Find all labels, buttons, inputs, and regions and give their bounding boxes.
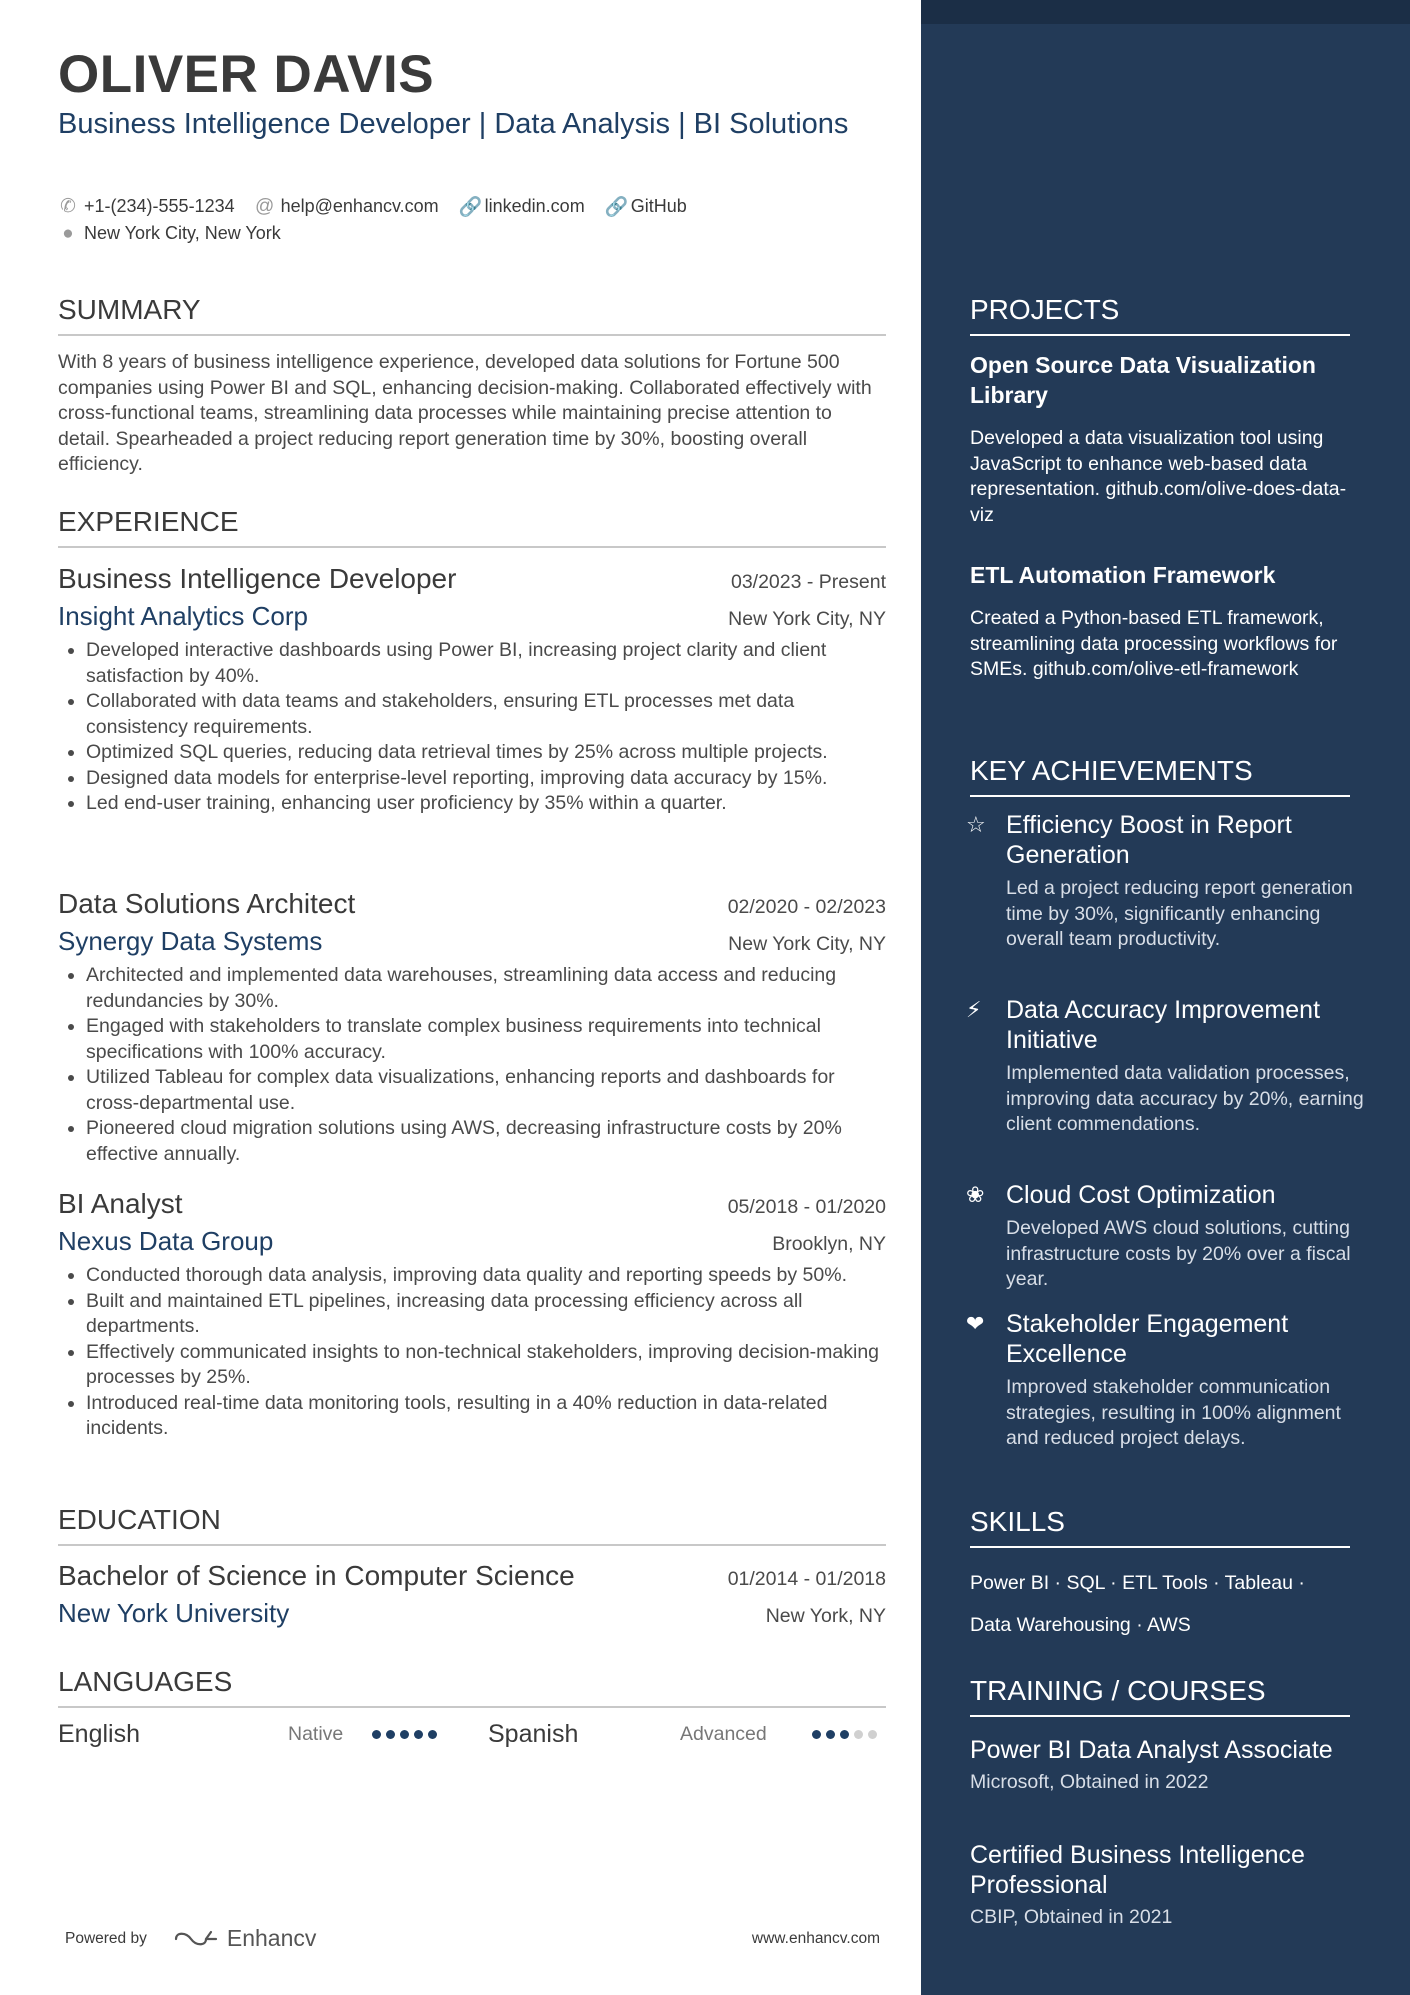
contact-info	[58, 193, 888, 247]
language-name: English	[58, 1720, 140, 1748]
at-icon: @	[254, 195, 275, 217]
summary-text: With 8 years of business intelligence experience, developed data solutions for Fortune 500 companies using Power BI and SQL, enhancing decision-making. Collaborated effectively with cross-functional teams, streamlining data processes while maintaining precise attention to detail. Spearheaded a project reducing report generation time by 30%, boosting overall efficiency.	[58, 351, 872, 475]
language-rating-dots	[372, 1730, 488, 1739]
achievement-title: Stakeholder Engagement Excellence	[1006, 1310, 1289, 1368]
rating-dot-filled	[372, 1730, 381, 1739]
languages-heading: LANGUAGES	[58, 1666, 886, 1708]
course-item	[970, 1840, 1350, 1929]
job-dates: 03/2023 - Present	[730, 571, 886, 593]
link-icon: 🔗	[604, 196, 629, 218]
job-bullet: • Pioneered cloud migration solutions using AWS, decreasing infrastructure costs by 20% effective annually.	[86, 1116, 886, 1167]
achievement-item	[966, 1180, 1366, 1293]
skills-heading: SKILLS	[970, 1506, 1350, 1548]
rating-dot-filled	[840, 1730, 849, 1739]
achievement-item	[966, 810, 1366, 953]
job-bullet: • Utilized Tableau for complex data visualizations, enhancing reports and dashboards for cross-departmental use.	[86, 1065, 886, 1116]
job-bullets	[58, 1263, 886, 1442]
skills-line: Data Warehousing · AWS	[970, 1614, 1191, 1636]
job-bullet: • Engaged with stakeholders to translate complex business requirements into technical specifications with 100% accuracy.	[86, 1014, 886, 1065]
job-bullet: • Conducted thorough data analysis, improving data quality and reporting speeds by 50%.	[86, 1263, 886, 1289]
course-title: Certified Business Intelligence Professional	[970, 1841, 1305, 1899]
github-item[interactable]	[605, 195, 687, 219]
achievements-heading: KEY ACHIEVEMENTS	[970, 755, 1350, 797]
project-description: Created a Python-based ETL framework, streamlining data processing workflows for SMEs. github.com/olive-etl-framework	[970, 607, 1338, 680]
link-icon: 🔗	[458, 196, 483, 218]
job-bullet: • Built and maintained ETL pipelines, increasing data processing efficiency across all departments.	[86, 1289, 886, 1340]
job-entry	[58, 888, 886, 1167]
website-link[interactable]: www.enhancv.com	[751, 1929, 880, 1947]
achievement-title: Data Accuracy Improvement Initiative	[1006, 996, 1321, 1054]
project-item	[970, 350, 1350, 528]
language-level: Native	[288, 1723, 344, 1745]
project-item	[970, 560, 1350, 683]
summary-heading: SUMMARY	[58, 294, 886, 336]
school: New York University	[58, 1598, 290, 1628]
phone-icon: ✆	[60, 196, 76, 217]
skills-line: Power BI · SQL · ETL Tools · Tableau ·	[970, 1572, 1305, 1594]
location-pin-icon: ●	[62, 222, 74, 244]
job-bullet: • Introduced real-time data monitoring tools, resulting in a 40% reduction in data-related incidents.	[86, 1391, 886, 1442]
phone-text: +1-(234)-555-1234	[84, 196, 235, 216]
skills-list	[970, 1562, 1350, 1646]
email-item[interactable]	[255, 196, 439, 218]
education-location: New York, NY	[765, 1605, 886, 1627]
degree: Bachelor of Science in Computer Science	[58, 1560, 575, 1591]
candidate-title: Business Intelligence Developer | Data Analysis | BI Solutions	[58, 108, 849, 140]
languages-list	[58, 1720, 886, 1749]
education-heading: EDUCATION	[58, 1504, 886, 1546]
achievement-item	[966, 1309, 1366, 1452]
achievement-description: Led a project reducing report generation time by 30%, significantly enhancing overall team productivity.	[1006, 877, 1353, 950]
rating-dot-filled	[826, 1730, 835, 1739]
star-icon: ☆	[966, 812, 986, 837]
language-rating-dots	[812, 1730, 877, 1739]
course-detail: CBIP, Obtained in 2021	[970, 1906, 1173, 1928]
job-role: BI Analyst	[58, 1188, 183, 1219]
candidate-name: OLIVER DAVIS	[58, 45, 435, 104]
job-bullet: • Developed interactive dashboards using Power BI, increasing project clarity and client satisfaction by 40%.	[86, 638, 886, 689]
course-title: Power BI Data Analyst Associate	[970, 1736, 1333, 1764]
achievement-title: Efficiency Boost in Report Generation	[1006, 811, 1292, 869]
achievement-description: Improved stakeholder communication strategies, resulting in 100% alignment and reduced project delays.	[1006, 1376, 1341, 1449]
project-title: ETL Automation Framework	[970, 562, 1276, 588]
education-entry	[58, 1560, 886, 1629]
rating-dot-filled	[812, 1730, 821, 1739]
rating-dot-filled	[414, 1730, 423, 1739]
rating-dot-filled	[428, 1730, 437, 1739]
enhancv-logo[interactable]	[173, 1925, 317, 1952]
education-dates: 01/2014 - 01/2018	[727, 1568, 886, 1590]
location-text: New York City, New York	[84, 223, 281, 243]
job-dates: 02/2020 - 02/2023	[727, 896, 886, 918]
project-title: Open Source Data Visualization Library	[970, 352, 1316, 408]
linkedin-text[interactable]: linkedin.com	[484, 196, 585, 216]
email-text[interactable]: help@enhancv.com	[280, 196, 439, 216]
job-bullet: • Optimized SQL queries, reducing data retrieval times by 25% across multiple projects.	[86, 740, 886, 766]
job-bullet: • Led end-user training, enhancing user proficiency by 35% within a quarter.	[86, 791, 886, 817]
job-dates: 05/2018 - 01/2020	[727, 1196, 886, 1218]
project-description: Developed a data visualization tool using JavaScript to enhance web-based data representation. github.com/olive-does-data-viz	[970, 427, 1347, 526]
rating-dot-filled	[400, 1730, 409, 1739]
powered-by-label: Powered by	[65, 1929, 147, 1947]
job-location: New York City, NY	[728, 608, 886, 630]
location-item	[58, 223, 281, 245]
job-bullet: • Designed data models for enterprise-level reporting, improving data accuracy by 15%.	[86, 766, 886, 792]
job-entry	[58, 563, 886, 817]
footer	[65, 1925, 880, 1952]
job-company: Insight Analytics Corp	[58, 601, 309, 631]
lightning-icon: ⚡	[966, 997, 982, 1022]
job-role: Business Intelligence Developer	[58, 563, 457, 594]
linkedin-item[interactable]	[459, 195, 585, 219]
job-location: Brooklyn, NY	[772, 1233, 886, 1255]
language-level: Advanced	[680, 1723, 767, 1745]
job-bullet: • Collaborated with data teams and stakeholders, ensuring ETL processes met data consistency requirements.	[86, 689, 886, 740]
job-location: New York City, NY	[728, 933, 886, 955]
course-detail: Microsoft, Obtained in 2022	[970, 1771, 1209, 1793]
projects-heading: PROJECTS	[970, 294, 1350, 336]
sidebar-top-bar	[921, 0, 1410, 24]
brand-name: Enhancv	[226, 1925, 317, 1951]
experience-heading: EXPERIENCE	[58, 506, 886, 548]
job-bullet: • Effectively communicated insights to non-technical stakeholders, improving decision-making processes by 25%.	[86, 1340, 886, 1391]
course-item	[970, 1735, 1350, 1794]
medal-icon: ❀	[966, 1182, 985, 1207]
job-bullet: • Architected and implemented data warehouses, streamlining data access and reducing redundancies by 30%.	[86, 963, 886, 1014]
achievement-description: Developed AWS cloud solutions, cutting infrastructure costs by 20% over a fiscal year.	[1006, 1217, 1351, 1290]
job-company: Nexus Data Group	[58, 1226, 274, 1256]
job-entry	[58, 1188, 886, 1442]
enhancv-logo-icon	[173, 1928, 219, 1950]
job-bullets	[58, 963, 886, 1167]
github-text[interactable]: GitHub	[630, 196, 687, 216]
rating-dot-filled	[386, 1730, 395, 1739]
heart-icon: ❤	[966, 1311, 985, 1336]
achievement-title: Cloud Cost Optimization	[1006, 1181, 1276, 1209]
rating-dot-empty	[868, 1730, 877, 1739]
job-company: Synergy Data Systems	[58, 926, 323, 956]
achievement-item	[966, 995, 1366, 1138]
job-role: Data Solutions Architect	[58, 888, 356, 919]
training-heading: TRAINING / COURSES	[970, 1675, 1350, 1717]
achievement-description: Implemented data validation processes, improving data accuracy by 20%, earning client commendations.	[1006, 1062, 1364, 1135]
language-name: Spanish	[488, 1720, 579, 1748]
job-bullets	[58, 638, 886, 817]
phone-item	[58, 195, 235, 218]
rating-dot-empty	[854, 1730, 863, 1739]
